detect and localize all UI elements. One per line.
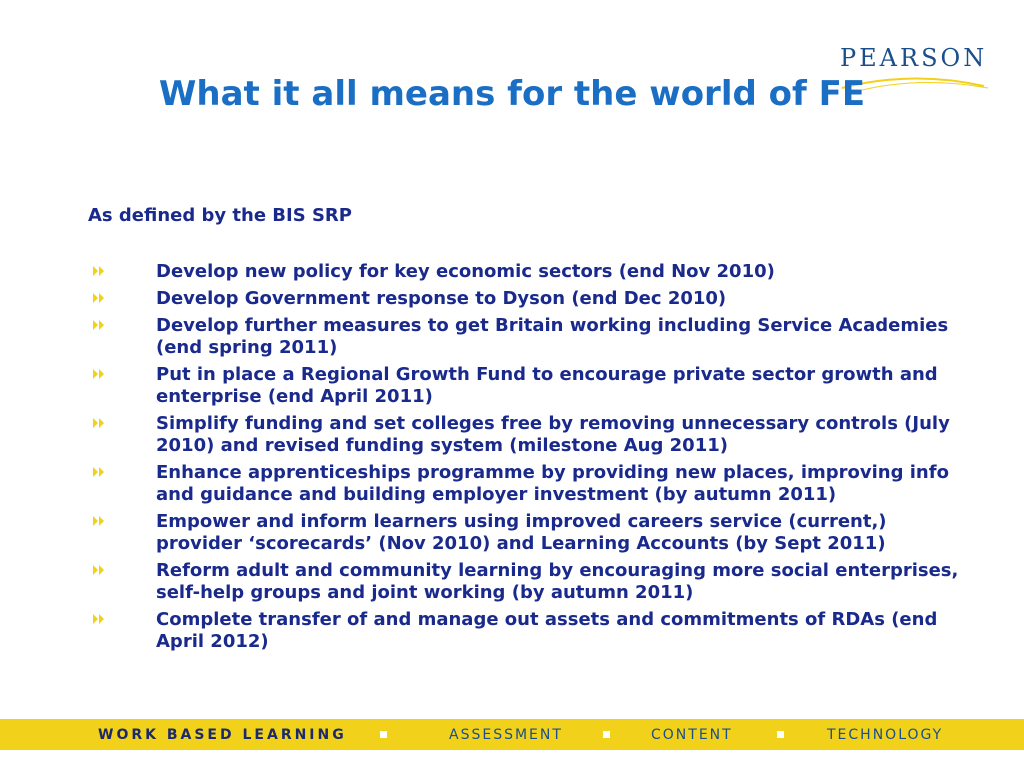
bullet-list bbox=[88, 261, 968, 658]
list-item bbox=[88, 364, 968, 408]
double-chevron-right-icon bbox=[92, 319, 106, 331]
double-chevron-right-icon bbox=[92, 417, 106, 429]
double-chevron-right-icon bbox=[92, 515, 106, 527]
footer-separator bbox=[380, 731, 387, 738]
bullet-text: Develop further measures to get Britain working including Service Academies (end spring 2011) bbox=[156, 315, 949, 358]
footer-separator bbox=[777, 731, 784, 738]
list-item bbox=[88, 288, 968, 310]
double-chevron-right-icon bbox=[92, 613, 106, 625]
list-item bbox=[88, 261, 968, 283]
footer-bar bbox=[0, 719, 1024, 750]
footer-item-content: CONTENT bbox=[651, 727, 733, 743]
list-item bbox=[88, 413, 968, 457]
footer-separator bbox=[603, 731, 610, 738]
bullet-text: Develop Government response to Dyson (end Dec 2010) bbox=[156, 288, 727, 309]
bullet-text: Empower and inform learners using improved careers service (current,) provider ‘scorecards’ (Nov 2010) and Learning Accounts (by Sept 2011) bbox=[156, 511, 887, 554]
footer-item-assessment: ASSESSMENT bbox=[449, 727, 563, 743]
double-chevron-right-icon bbox=[92, 466, 106, 478]
bullet-text: Put in place a Regional Growth Fund to encourage private sector growth and enterprise (end April 2011) bbox=[156, 364, 938, 407]
double-chevron-right-icon bbox=[92, 564, 106, 576]
double-chevron-right-icon bbox=[92, 368, 106, 380]
double-chevron-right-icon bbox=[92, 265, 106, 277]
list-item bbox=[88, 462, 968, 506]
intro-text: As defined by the BIS SRP bbox=[88, 205, 352, 226]
footer-item-work-based-learning: WORK BASED LEARNING bbox=[98, 727, 347, 743]
double-chevron-right-icon bbox=[92, 292, 106, 304]
footer-item-technology: TECHNOLOGY bbox=[827, 727, 944, 743]
list-item bbox=[88, 560, 968, 604]
list-item bbox=[88, 315, 968, 359]
bullet-text: Develop new policy for key economic sectors (end Nov 2010) bbox=[156, 261, 775, 282]
bullet-text: Reform adult and community learning by encouraging more social enterprises, self-help groups and joint working (by autumn 2011) bbox=[156, 560, 959, 603]
bullet-text: Complete transfer of and manage out assets and commitments of RDAs (end April 2012) bbox=[156, 609, 938, 652]
list-item bbox=[88, 511, 968, 555]
bullet-text: Enhance apprenticeships programme by providing new places, improving info and guidance and building employer investment (by autumn 2011) bbox=[156, 462, 949, 505]
bullet-text: Simplify funding and set colleges free by removing unnecessary controls (July 2010) and revised funding system (milestone Aug 2011) bbox=[156, 413, 950, 456]
slide-title: What it all means for the world of FE bbox=[158, 74, 866, 114]
list-item bbox=[88, 609, 968, 653]
logo-text: PEARSON bbox=[840, 44, 988, 72]
